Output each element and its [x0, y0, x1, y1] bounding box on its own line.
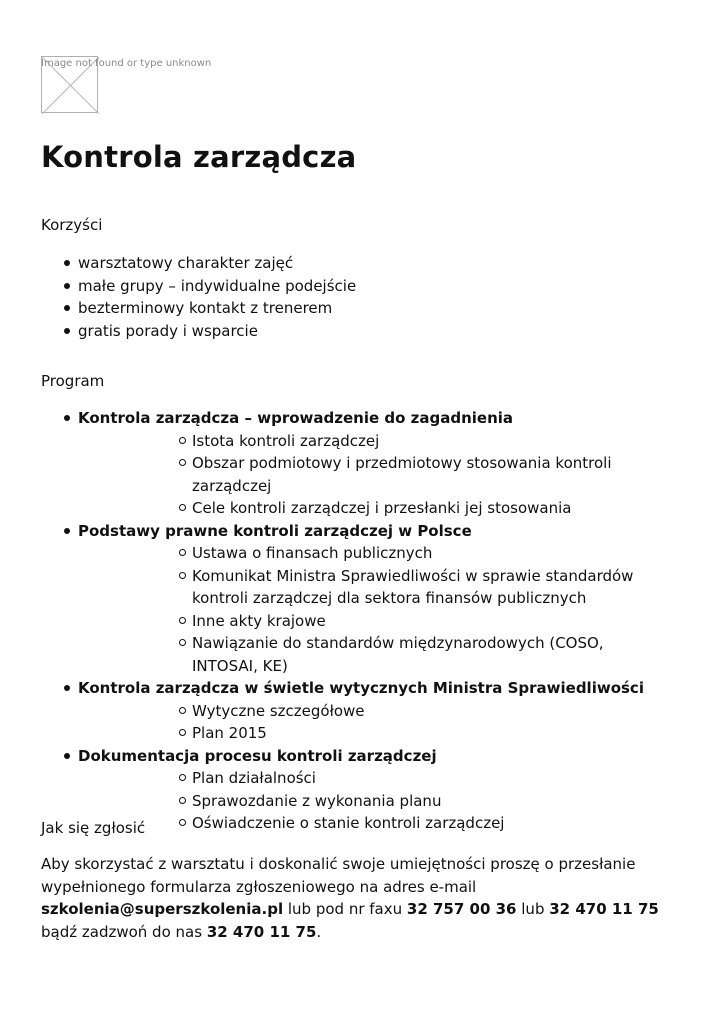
signup-text: lub: [516, 900, 550, 918]
signup-text: Aby skorzystać z warsztatu i doskonalić swoje umiejętności proszę o przesłanie wypełnionego formularza zgłoszeniowego na adres e-mail: [41, 855, 636, 896]
program-sublist: [78, 767, 725, 835]
list-item: Sprawozdanie z wykonania planu: [78, 790, 725, 813]
list-item: Wytyczne szczegółowe: [78, 700, 725, 723]
program-list: [0, 407, 725, 835]
program-section: [0, 407, 725, 520]
benefits-list: [0, 252, 725, 342]
program-sublist: [78, 700, 725, 745]
list-item: Inne akty krajowe: [78, 610, 725, 633]
program-section-title: Podstawy prawne kontroli zarządczej w Polsce: [78, 521, 472, 540]
list-item: Plan działalności: [78, 767, 725, 790]
program-section-title: Kontrola zarządcza – wprowadzenie do zagadnienia: [78, 409, 514, 427]
list-item: bezterminowy kontakt z trenerem: [0, 297, 725, 320]
image-alt-text: Image not found or type unknown: [41, 58, 212, 69]
phone-number: 32 470 11 75: [206, 922, 317, 941]
program-section: [0, 677, 725, 745]
signup-heading: Jak się zgłosić: [41, 819, 146, 837]
list-item: Oświadczenie o stanie kontroli zarządczej: [78, 812, 725, 835]
contact-email: szkolenia@superszkolenia.pl: [41, 900, 284, 918]
phone-number: 32 470 11 75: [549, 900, 659, 918]
list-item: Nawiązanie do standardów międzynarodowych (COSO, INTOSAI, KE): [78, 632, 725, 677]
list-item: Ustawa o finansach publicznych: [78, 542, 725, 565]
list-item: warsztatowy charakter zajęć: [0, 252, 725, 275]
program-sublist: [78, 430, 725, 520]
signup-text: .: [316, 922, 322, 941]
list-item: gratis porady i wsparcie: [0, 320, 725, 343]
program-sublist: [78, 542, 725, 677]
list-item: Komunikat Ministra Sprawiedliwości w sprawie standardów kontroli zarządczej dla sektora finansów publicznych: [78, 565, 725, 610]
signup-text: bądź zadzwoń do nas: [41, 922, 207, 941]
list-item: Obszar podmiotowy i przedmiotowy stosowania kontroli zarządczej: [78, 452, 725, 497]
list-item: małe grupy – indywidualne podejście: [0, 275, 725, 298]
signup-paragraph: [41, 853, 671, 943]
list-item: Plan 2015: [78, 722, 725, 745]
program-heading: Program: [41, 372, 105, 390]
program-section: [0, 520, 725, 678]
signup-text: lub pod nr faxu: [283, 900, 407, 918]
page-title: Kontrola zarządcza: [41, 140, 357, 174]
program-section-title: Kontrola zarządcza w świetle wytycznych Ministra Sprawiedliwości: [78, 679, 644, 697]
list-item: Cele kontroli zarządczej i przesłanki jej stosowania: [78, 497, 725, 520]
fax-number: 32 757 00 36: [406, 900, 517, 918]
program-section-title: Dokumentacja procesu kontroli zarządczej: [78, 746, 437, 765]
list-item: Istota kontroli zarządczej: [78, 430, 725, 453]
benefits-heading: Korzyści: [41, 216, 103, 234]
